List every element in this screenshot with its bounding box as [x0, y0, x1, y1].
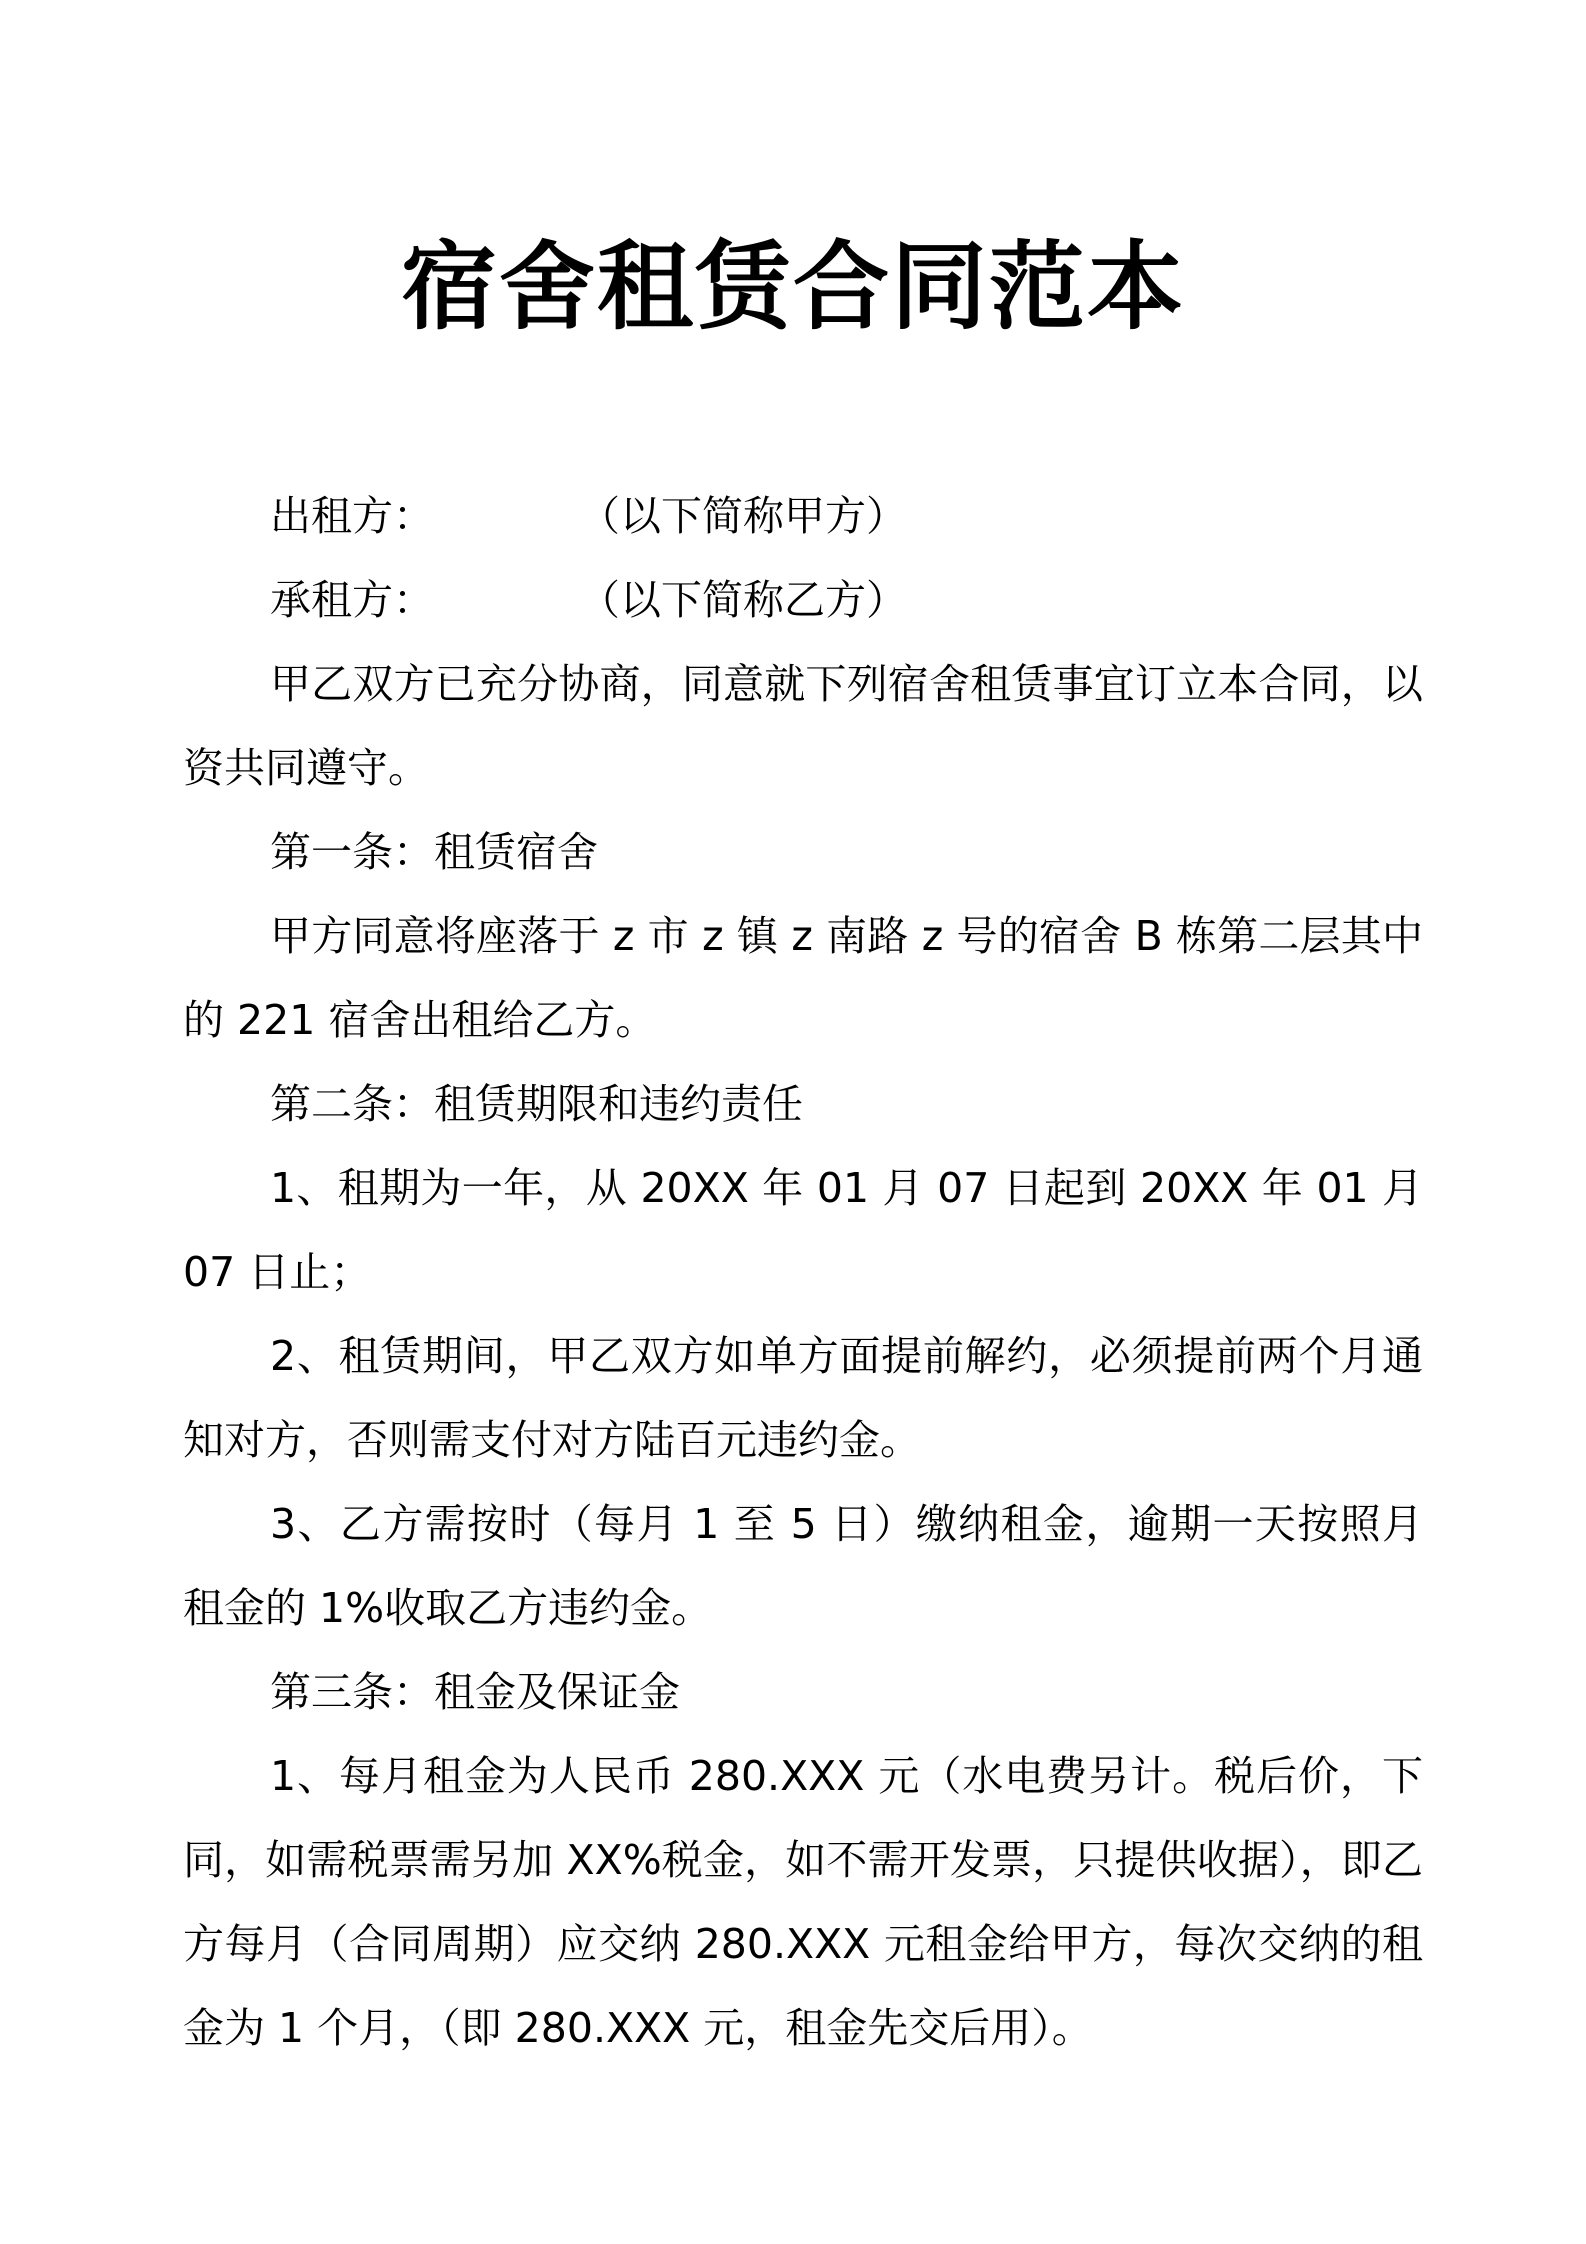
article1-heading: 第一条：租赁宿舍 [270, 828, 598, 876]
preamble-paragraph: 甲乙双方已充分协商，同意就下列宿舍租赁事宜订立本合同，以资共同遵守。 [183, 660, 1423, 792]
article2-item-1: 1、租期为一年，从 20XX 年 01 月 07 日起到 20XX 年 01 月 07 日止； [183, 1164, 1423, 1296]
article2-item-2: 2、租赁期间，甲乙双方如单方面提前解约，必须提前两个月通知对方，否则需支付对方陆百元违约金。 [183, 1332, 1423, 1464]
document-title: 宿舍租赁合同范本 [401, 231, 1185, 343]
article2-heading: 第二条：租赁期限和违约责任 [270, 1080, 803, 1128]
article2-item-3: 3、乙方需按时（每月 1 至 5 日）缴纳租金，逾期一天按照月租金的 1%收取乙方违约金。 [183, 1500, 1423, 1632]
lessor-line [183, 474, 1423, 558]
lessee-line [183, 558, 1423, 642]
lessee-note: （以下简称乙方） [579, 576, 907, 624]
document-body [183, 474, 1423, 2070]
lessor-note: （以下简称甲方） [579, 492, 907, 540]
article3-item-1: 1、每月租金为人民币 280.XXX 元（水电费另计。税后价，下同，如需税票需另加 XX%税金，如不需开发票，只提供收据），即乙方每月（合同周期）应交纳 280.XXX 元租金给甲方，每次交纳的租金为 1 个月，（即 280.XXX 元，租金先交后用）。 [183, 1752, 1423, 2052]
lessee-label: 承租方： [270, 576, 434, 624]
article3-heading: 第三条：租金及保证金 [270, 1668, 680, 1716]
lessor-label: 出租方： [270, 492, 434, 540]
article1-paragraph: 甲方同意将座落于 z 市 z 镇 z 南路 z 号的宿舍 B 栋第二层其中的 221 宿舍出租给乙方。 [183, 912, 1423, 1044]
